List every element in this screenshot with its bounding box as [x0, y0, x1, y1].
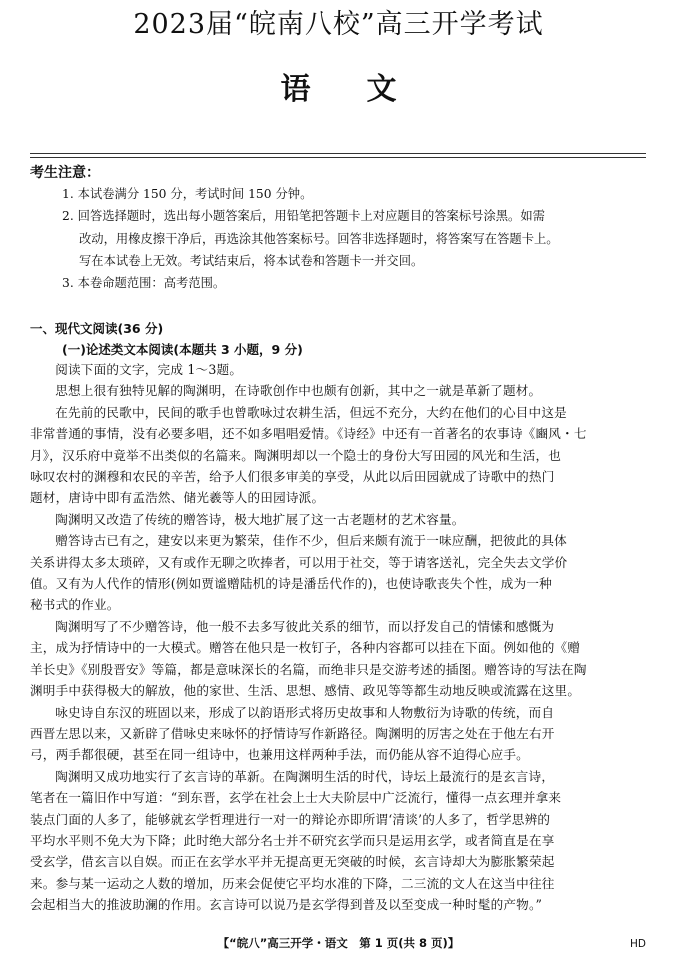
section-heading: 一、现代文阅读(36 分)	[30, 321, 164, 336]
passage-line: 会起相当大的推波助澜的作用。玄言诗可以说乃是玄学得到普及以至变成一种时髦的产物。”	[30, 897, 543, 913]
passage-line: 关系讲得太多太琐碎，又有或作无聊之吹捧者，可以用于社交，等于请客送礼，完全失去文学价	[30, 554, 568, 570]
passage-line: 在先前的民歌中，民间的歌手也曾歌咏过农耕生活，但远不充分，大约在他们的心目中这是	[55, 404, 567, 420]
passage-line: 平均水平则不免大为下降；此时绝大部分名士并不研究玄学而只是运用玄学，或者简直是在享	[30, 832, 555, 848]
divider-line	[30, 153, 646, 154]
passage-line: 思想上很有独特见解的陶渊明，在诗歌创作中也颇有创新，其中之一就是革新了题材。	[55, 383, 542, 399]
passage-line: 渊明手中获得极大的解放，他的家世、生活、思想、感情、政见等等都生动地反映或流露在这里。	[30, 683, 581, 699]
passage-line: 值。又有为人代作的情形(例如贾谧赠陆机的诗是潘岳代作的)，也使诗歌丧失个性，成为一种	[30, 576, 552, 592]
passage-line: 月》，汉乐府中竟举不出类似的名篇来。陶渊明却以一个隐士的身份大写田园的风光和生活，也	[30, 447, 562, 463]
notice-item: 1. 本试卷满分 150 分，考试时间 150 分钟。	[62, 187, 313, 201]
passage-line: 西晋左思以来，又新辟了借咏史来咏怀的抒情诗写作新路径。陶渊明的厉害之处在于他左右开	[30, 725, 555, 741]
notice-list	[62, 183, 662, 294]
footer-code: HD	[630, 938, 646, 950]
subject-char-2: 文	[366, 72, 397, 107]
exam-title: 2023届“皖南八校”高三开学考试	[133, 9, 544, 40]
notice-heading: 考生注意：	[30, 165, 100, 181]
passage-line: 陶渊明写了不少赠答诗，他一般不去多写彼此关系的细节，而以抒发自己的情愫和感慨为	[55, 618, 555, 634]
passage-line: 秘书式的作业。	[30, 597, 120, 613]
passage-line: 赠答诗古已有之，建安以来更为繁荣，佳作不少，但后来颇有流于一味应酬，把彼此的具体	[55, 533, 567, 549]
passage-line: 受玄学，借玄言以自娱。而正在玄学水平并无提高更无突破的时候，玄言诗却大为膨胀繁荣起	[30, 854, 555, 870]
notice-item: 2. 回答选择题时，选出每小题答案后，用铅笔把答题卡上对应题目的答案标号涂黑。如需	[62, 209, 545, 224]
passage-instruction: 阅读下面的文字，完成 1～3题。	[55, 362, 243, 377]
reading-passage	[30, 359, 646, 916]
passage-line: 装点门面的人多了，能够就玄学哲理进行一对一的辩论亦即所谓‘清谈’的人多了，哲学思辨的	[30, 811, 551, 827]
passage-line: 陶渊明又成功地实行了玄言诗的革新。在陶渊明生活的时代，诗坛上最流行的是玄言诗，	[55, 768, 555, 784]
passage-line: 弓，两手都很硬，甚至在同一组诗中，也兼用这样两种手法，而仍能从容不迫得心应手。	[30, 747, 529, 763]
notice-item: 3. 本卷命题范围：高考范围。	[62, 276, 226, 291]
subject-title	[0, 70, 677, 110]
passage-line: 笔者在一篇旧作中写道：“到东晋，玄学在社会上士大夫阶层中广泛流行，懂得一点玄理并拿来	[30, 790, 562, 806]
passage-line: 主，成为抒情诗中的一大模式。赠答在他只是一枚钉子，各种内容都可以挂在下面。例如他的《赠	[30, 640, 581, 656]
divider-line	[30, 157, 646, 158]
passage-line: 非常普通的事情，没有必要多唱，还不如多唱唱爱情。《诗经》中还有一首著名的农事诗《豳风・七	[30, 426, 587, 442]
subject-char-1: 语	[280, 72, 311, 107]
subsection-heading: (一)论述类文本阅读(本题共 3 小题，9 分)	[62, 342, 303, 357]
passage-line: 题材，唐诗中即有孟浩然、储光羲等人的田园诗派。	[30, 490, 325, 506]
passage-line: 咏史诗自东汉的班固以来，形成了以韵语形式将历史故事和人物敷衍为诗歌的传统，而自	[55, 704, 555, 720]
passage-line: 来。参与某一运动之人数的增加，历来会促使它平均水准的下降，二三流的文人在这当中往往	[30, 875, 555, 891]
passage-line: 陶渊明又改造了传统的赠答诗，极大地扩展了这一古老题材的艺术容量。	[55, 511, 465, 527]
page-footer: 【“皖八”高三开学・语文 第 1 页(共 8 页)】	[217, 936, 460, 950]
notice-item-continued: 改动，用橡皮擦干净后，再选涂其他答案标号。回答非选择题时，将答案写在答题卡上。	[79, 231, 559, 246]
passage-line: 咏叹农村的渊穆和农民的辛苦，给予人们很多审美的享受，从此以后田园就成了诗歌中的热门	[30, 469, 555, 485]
passage-line: 羊长史》《别殷晋安》等篇，都是意味深长的名篇，而绝非只是交游考述的插图。赠答诗的写法在陶	[30, 661, 587, 677]
notice-item-continued: 写在本试卷上无效。考试结束后，将本试卷和答题卡一并交回。	[79, 253, 424, 268]
